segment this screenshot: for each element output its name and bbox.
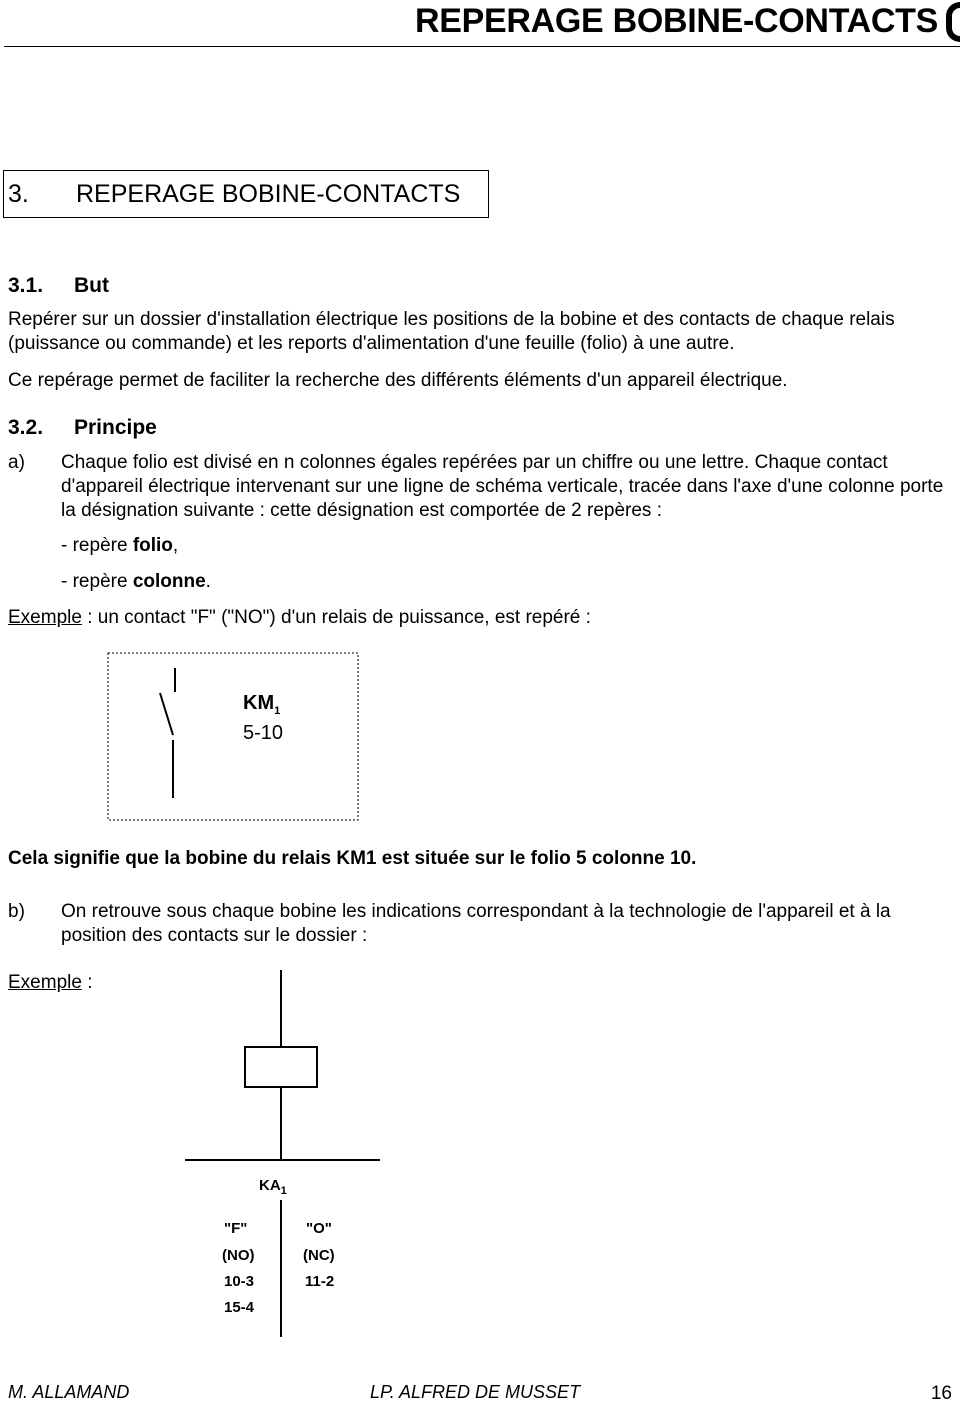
coil-symbol <box>245 1047 317 1087</box>
km-name: KM <box>243 692 275 714</box>
header-rule <box>4 46 960 47</box>
section-title-box <box>3 170 489 218</box>
contact-nc-ref-1: 11-2 <box>305 1273 335 1290</box>
ka-index: 1 <box>280 1185 287 1197</box>
page-number: 16 <box>930 1383 952 1404</box>
subsection-heading-principe <box>8 416 408 442</box>
paragraph-purpose: Ce repérage permet de faciliter la recherche des différents éléments d'un appareil électrique. <box>8 370 788 391</box>
subsection-title: Principe <box>74 416 157 439</box>
header-title: REPERAGE BOBINE-CONTACTS <box>415 2 938 40</box>
dash-keyword-colonne: colonne <box>132 571 206 592</box>
dash-keyword-folio: folio <box>132 535 173 556</box>
ka-label <box>259 1177 287 1197</box>
footer-school: LP. ALFRED DE MUSSET <box>370 1382 581 1402</box>
contact-blade <box>160 693 173 735</box>
dash-suffix: , <box>172 535 179 556</box>
km-index: 1 <box>274 705 281 717</box>
dash-prefix: - repère <box>61 571 133 592</box>
example-label: Exemple <box>8 607 82 628</box>
contact-nc-abbrev: (NC) <box>303 1247 335 1264</box>
subsection-number: 3.2. <box>8 416 44 439</box>
list-item-a-text: Chaque folio est divisé en n colonnes égales repérées par un chiffre ou une lettre. Chaque contact d'appareil électrique intervenant sur une ligne de schéma verticale, tracée dans l'axe d'une colonne porte la désignation suivante : cette désignation est comportée de 2 repères : <box>61 452 944 521</box>
diagram-dotted-frame <box>108 653 358 820</box>
coil-diagram <box>180 965 390 1345</box>
list-item-b-text: On retrouve sous chaque bobine les indications correspondant à la technologie de l'appareil et à la position des contacts sur le dossier : <box>61 901 891 946</box>
footer-author: M. ALLAMAND <box>8 1382 130 1402</box>
contact-no-ref-2: 15-4 <box>224 1299 255 1316</box>
subsection-title: But <box>74 274 109 297</box>
example-text: : un contact "F" ("NO") d'un relais de puissance, est repéré : <box>81 607 591 628</box>
contact-no-type: "F" <box>224 1220 248 1237</box>
list-marker-a: a) <box>8 452 25 473</box>
dash-item-colonne <box>61 571 211 593</box>
list-marker-b: b) <box>8 901 25 922</box>
subsection-number: 3.1. <box>8 274 44 297</box>
conclusion-text: Cela signifie que la bobine du relais KM1 est située sur le folio 5 colonne 10. <box>8 848 697 869</box>
subsection-heading-but <box>8 274 408 300</box>
header-logo-mark <box>946 2 960 42</box>
contact-diagram-1 <box>100 648 365 828</box>
dash-suffix: . <box>205 571 211 592</box>
example-2-line <box>8 972 92 994</box>
section-number: 3. <box>8 180 29 208</box>
example-label: Exemple <box>8 972 82 993</box>
km-reference: 5-10 <box>243 722 284 744</box>
contact-no-ref-1: 10-3 <box>224 1273 255 1290</box>
contact-no-abbrev: (NO) <box>222 1247 255 1264</box>
km-label <box>243 692 280 717</box>
dash-prefix: - repère <box>61 535 133 556</box>
example-1-line <box>8 607 591 629</box>
contact-nc-type: "O" <box>306 1220 332 1237</box>
paragraph-but: Repérer sur un dossier d'installation électrique les positions de la bobine et des contacts de chaque relais (puissance ou commande) et les reports d'alimentation d'une feuille (folio) à une autre. <box>8 309 895 354</box>
dash-item-folio <box>61 535 178 557</box>
section-title: REPERAGE BOBINE-CONTACTS <box>76 180 461 208</box>
example-text: : <box>81 972 93 993</box>
ka-name: KA <box>259 1177 281 1194</box>
